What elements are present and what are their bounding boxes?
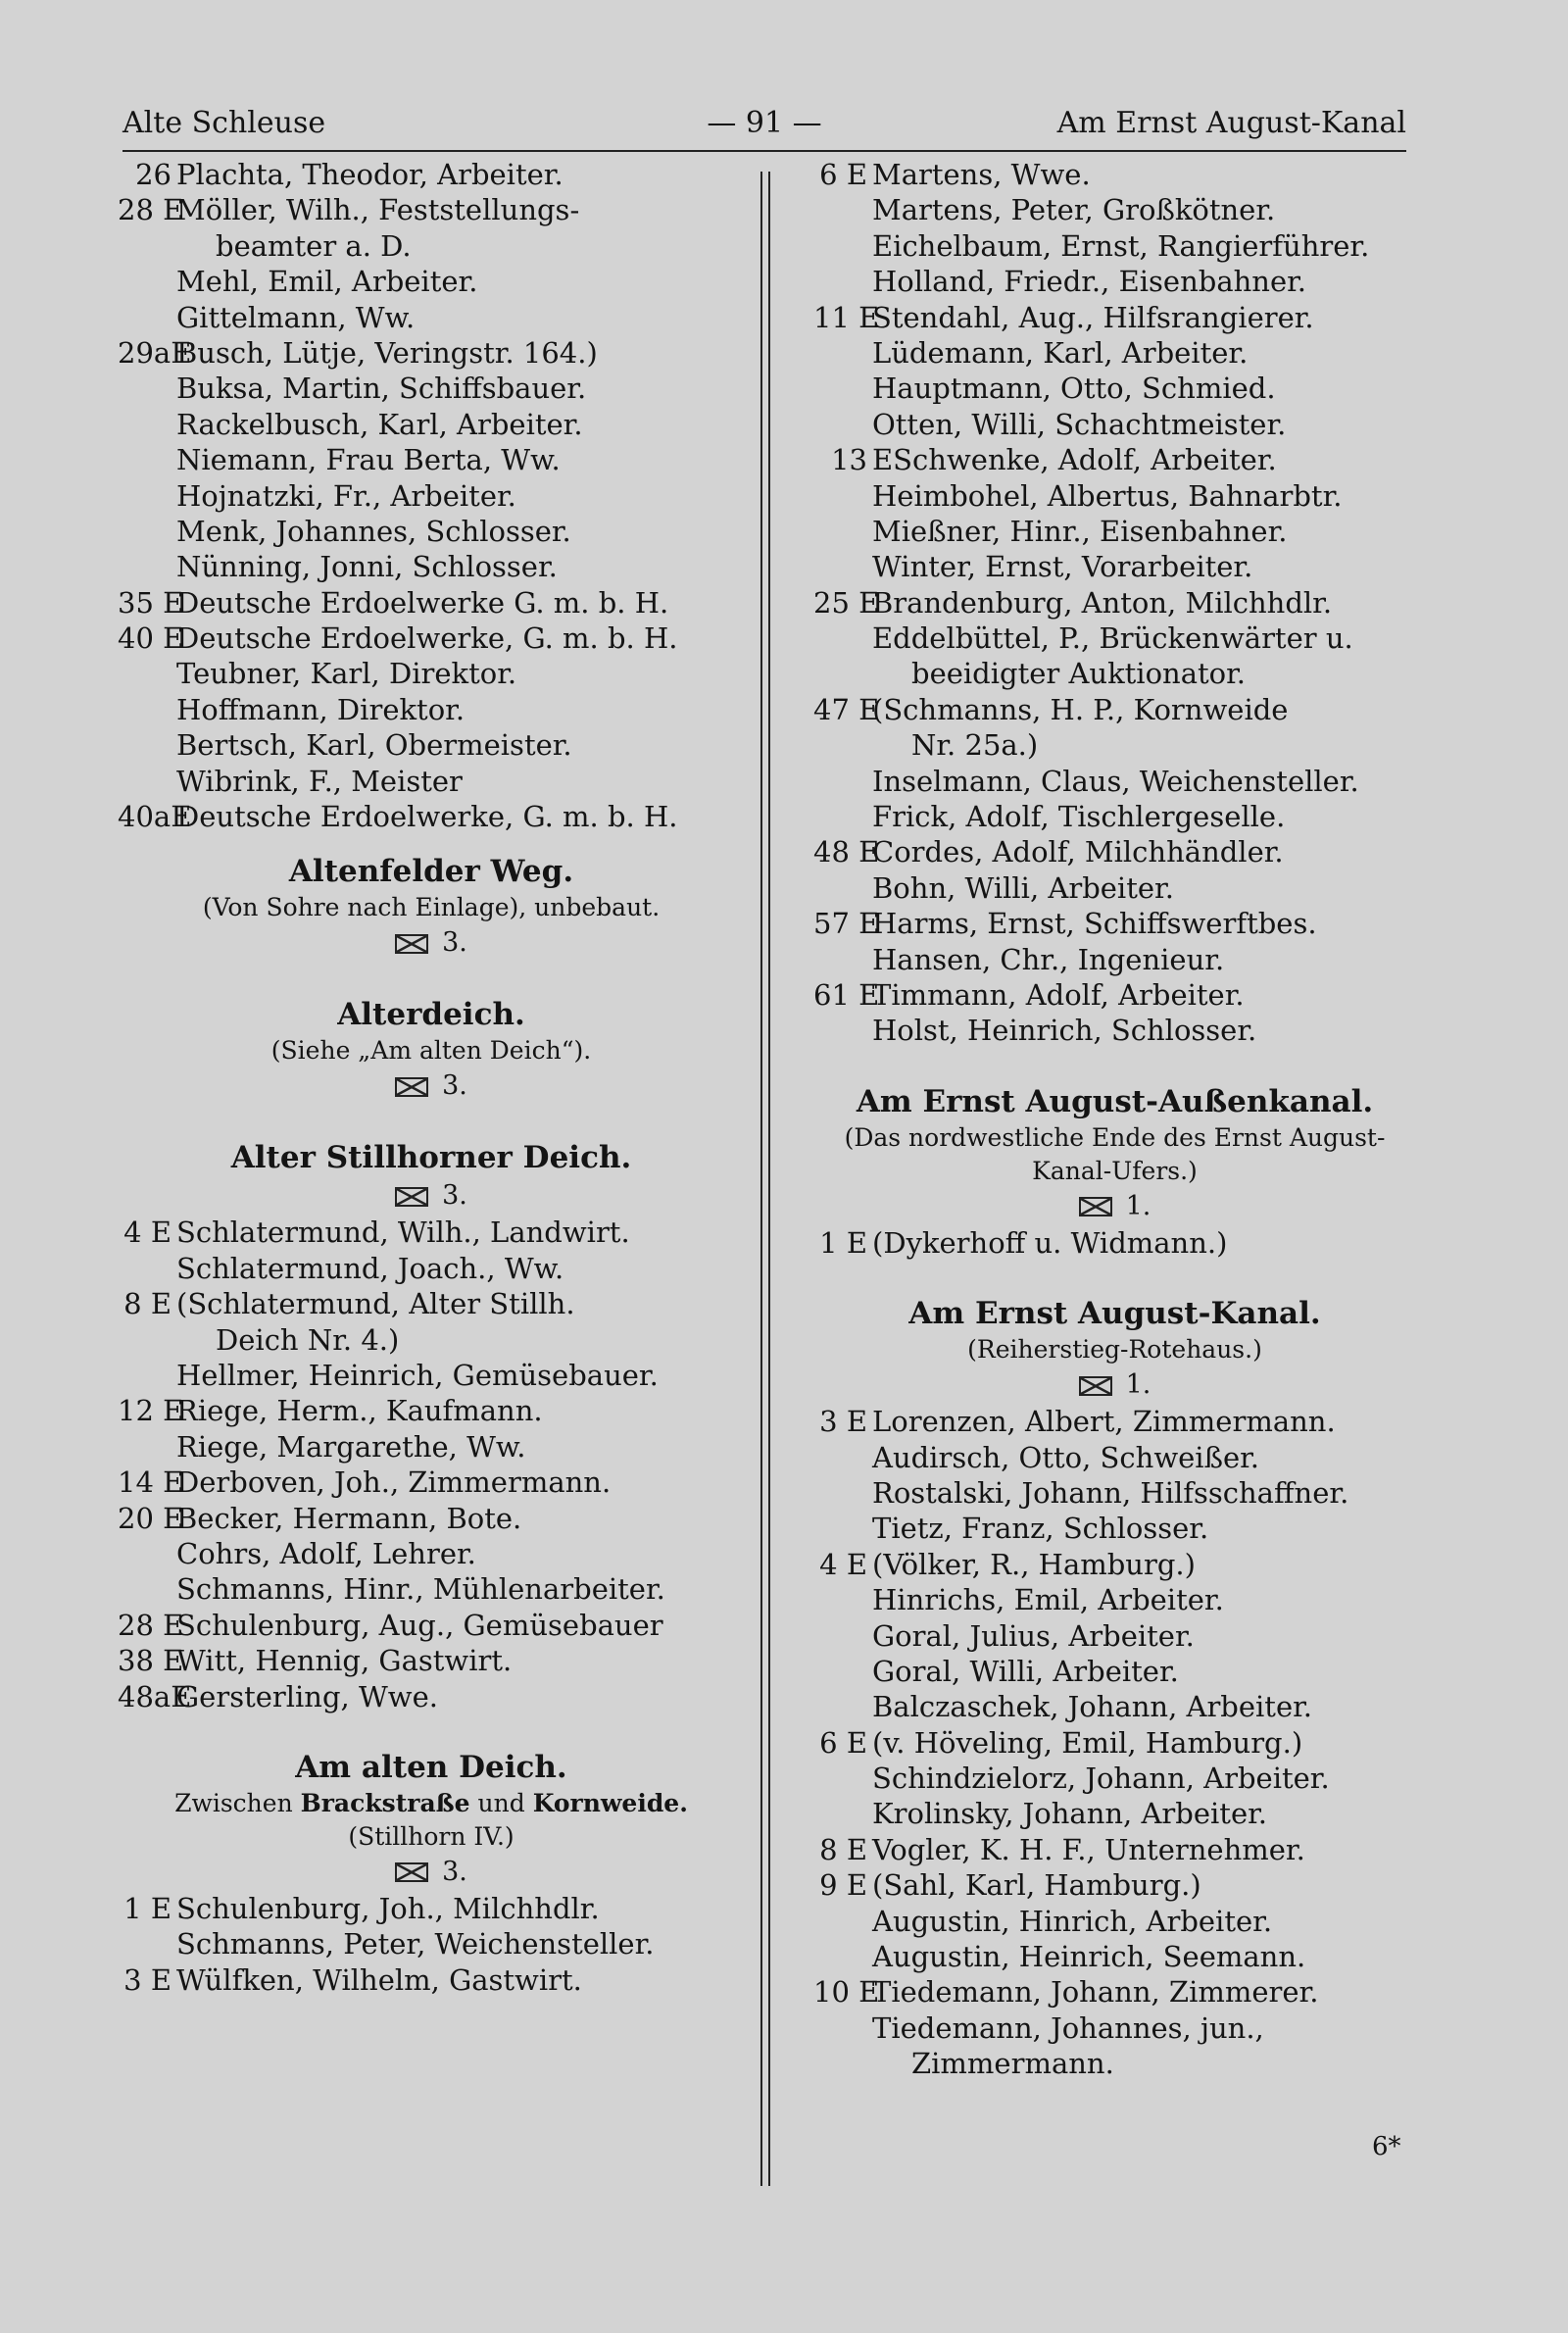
postal-district bbox=[813, 1188, 1416, 1225]
directory-entry bbox=[813, 228, 1416, 264]
entry-text: Hinrichs, Emil, Arbeiter. bbox=[872, 1583, 1224, 1617]
directory-entry bbox=[813, 1904, 1416, 1939]
postal-district-number: 3. bbox=[442, 927, 467, 959]
section-subtitle-2: (Stillhorn IV.) bbox=[348, 1821, 514, 1851]
directory-entry bbox=[813, 620, 1416, 656]
directory-entry bbox=[118, 1464, 745, 1500]
entry-text: Hellmer, Heinrich, Gemüsebauer. bbox=[176, 1358, 659, 1392]
directory-entry bbox=[813, 1939, 1416, 1974]
postal-district bbox=[118, 1177, 745, 1215]
house-number: 11 E bbox=[813, 300, 880, 334]
entry-text: Balczaschek, Johann, Arbeiter. bbox=[872, 1690, 1313, 1724]
postal-district-number: 3. bbox=[442, 1070, 467, 1102]
directory-entry bbox=[813, 1582, 1416, 1617]
entry-text: Riege, Margarethe, Ww. bbox=[176, 1429, 526, 1464]
directory-entry bbox=[813, 1867, 1416, 1903]
entry-text: Deutsche Erdoelwerke, G. m. b. H. bbox=[176, 621, 678, 656]
subtitle-mid: und bbox=[477, 1788, 525, 1817]
directory-entry bbox=[813, 157, 1416, 192]
directory-entry bbox=[813, 2010, 1416, 2046]
entry-text: Holst, Heinrich, Schlosser. bbox=[872, 1014, 1257, 1048]
section-subtitle bbox=[118, 1787, 745, 1820]
entry-text: Hoffmann, Direktor. bbox=[176, 692, 466, 726]
directory-entry bbox=[813, 834, 1416, 869]
directory-entry bbox=[118, 1251, 745, 1286]
directory-entry bbox=[118, 656, 745, 691]
directory-entry bbox=[813, 1618, 1416, 1654]
entry-text: Martens, Wwe. bbox=[872, 158, 1091, 191]
section-subtitle: (Siehe „Am alten Deich“). bbox=[270, 1036, 592, 1066]
directory-entry bbox=[118, 335, 745, 371]
directory-entry bbox=[813, 1225, 1416, 1261]
house-number: 35 E bbox=[118, 585, 184, 620]
entry-text: beamter a. D. bbox=[216, 228, 412, 263]
envelope-icon bbox=[1079, 1376, 1112, 1396]
house-number: 1 E bbox=[123, 1891, 172, 1925]
directory-entry bbox=[118, 1501, 745, 1536]
entry-text: Krolinsky, Johann, Arbeiter. bbox=[872, 1797, 1267, 1831]
directory-entry bbox=[813, 1761, 1416, 1796]
section-title: Am Ernst August-Kanal. bbox=[908, 1296, 1321, 1332]
house-number: 8 E bbox=[819, 1832, 867, 1866]
directory-entry bbox=[813, 514, 1416, 549]
entry-text: Riege, Herm., Kaufmann. bbox=[176, 1394, 543, 1428]
directory-entry bbox=[813, 1440, 1416, 1475]
entry-text: Rackelbusch, Karl, Arbeiter. bbox=[176, 407, 583, 441]
entry-text: Cohrs, Adolf, Lehrer. bbox=[176, 1536, 476, 1570]
entry-text: Wibrink, F., Meister bbox=[176, 764, 463, 798]
directory-entry bbox=[813, 1547, 1416, 1582]
house-number: 12 E bbox=[118, 1394, 184, 1428]
directory-entry bbox=[813, 906, 1416, 941]
entry-text: Hojnatzki, Fr., Arbeiter. bbox=[176, 478, 516, 513]
directory-entry bbox=[118, 514, 745, 549]
directory-entry bbox=[118, 1215, 745, 1250]
entry-text: Brandenburg, Anton, Milchhdlr. bbox=[872, 585, 1333, 620]
entry-list bbox=[118, 1215, 745, 1713]
house-number: 26 bbox=[135, 158, 172, 191]
house-number: 10 E bbox=[813, 1975, 880, 2010]
header-left: Alte Schleuse bbox=[122, 106, 326, 140]
directory-entry bbox=[813, 1832, 1416, 1867]
directory-entry bbox=[118, 1358, 745, 1393]
directory-entry bbox=[118, 1962, 745, 1998]
postal-district bbox=[813, 1366, 1416, 1404]
entry-text: Deutsche Erdoelwerke, G. m. b. H. bbox=[176, 800, 678, 834]
entry-text: Teubner, Karl, Direktor. bbox=[176, 657, 517, 691]
directory-entry bbox=[118, 442, 745, 477]
entry-text: Schlatermund, Wilh., Landwirt. bbox=[176, 1216, 630, 1250]
entry-text: (v. Höveling, Emil, Hamburg.) bbox=[872, 1725, 1303, 1760]
section-title: Alterdeich. bbox=[337, 997, 525, 1033]
directory-entry bbox=[813, 1013, 1416, 1048]
directory-entry bbox=[813, 264, 1416, 299]
entry-text: Mehl, Emil, Arbeiter. bbox=[176, 265, 478, 299]
entry-text: Mießner, Hinr., Eisenbahner. bbox=[872, 514, 1288, 548]
entry-text: Eichelbaum, Ernst, Rangierführer. bbox=[872, 228, 1370, 263]
directory-entry bbox=[118, 799, 745, 834]
house-number: 9 E bbox=[819, 1868, 867, 1903]
directory-entry bbox=[118, 1536, 745, 1571]
postal-district-number: 1. bbox=[1125, 1369, 1152, 1401]
entry-text: Schmanns, Peter, Weichensteller. bbox=[176, 1927, 655, 1961]
entry-text: (Schmanns, H. P., Kornweide bbox=[872, 692, 1289, 726]
entry-text: (Dykerhoff u. Widmann.) bbox=[872, 1225, 1228, 1260]
directory-entry bbox=[813, 585, 1416, 620]
directory-entry bbox=[118, 1571, 745, 1607]
directory-entry bbox=[813, 1654, 1416, 1689]
subtitle-prefix: Zwischen bbox=[174, 1788, 293, 1817]
entry-text: Harms, Ernst, Schiffswerftbes. bbox=[872, 907, 1317, 941]
entry-text: (Schlatermund, Alter Stillh. bbox=[176, 1287, 575, 1321]
section-subtitle: (Reiherstieg-Rotehaus.) bbox=[967, 1335, 1262, 1365]
entry-text: Goral, Julius, Arbeiter. bbox=[872, 1618, 1195, 1653]
entry-text: Tiedemann, Johannes, jun., bbox=[872, 2010, 1264, 2045]
entry-text: Gittelmann, Ww. bbox=[176, 300, 416, 334]
entry-list bbox=[813, 157, 1416, 1049]
column-divider bbox=[760, 172, 770, 2186]
entry-text: Frick, Adolf, Tischlergeselle. bbox=[872, 800, 1286, 834]
directory-entry bbox=[118, 300, 745, 335]
subtitle-street-2: Kornweide. bbox=[532, 1788, 688, 1817]
directory-entry bbox=[118, 1891, 745, 1926]
directory-entry bbox=[118, 692, 745, 727]
entry-text: Eddelbüttel, P., Brückenwärter u. bbox=[872, 621, 1353, 656]
directory-entry bbox=[118, 1429, 745, 1464]
directory-entry bbox=[813, 192, 1416, 227]
directory-entry bbox=[118, 1643, 745, 1678]
house-number: 6 E bbox=[819, 158, 867, 191]
entry-text: Heimbohel, Albertus, Bahnarbtr. bbox=[872, 478, 1343, 513]
directory-entry bbox=[118, 1679, 745, 1714]
directory-entry bbox=[118, 407, 745, 442]
entry-text: Inselmann, Claus, Weichensteller. bbox=[872, 764, 1359, 798]
entry-text: Niemann, Frau Berta, Ww. bbox=[176, 443, 561, 477]
right-column bbox=[813, 157, 1416, 2082]
directory-entry bbox=[118, 1322, 745, 1358]
directory-entry bbox=[813, 1725, 1416, 1761]
directory-entry bbox=[813, 1404, 1416, 1439]
page-number: — 91 — bbox=[707, 106, 822, 140]
entry-text: Stendahl, Aug., Hilfsrangierer. bbox=[872, 300, 1314, 334]
entry-text: Vogler, K. H. F., Unternehmer. bbox=[872, 1832, 1305, 1866]
signature-mark: 6* bbox=[1372, 2132, 1401, 2161]
entry-text: Otten, Willi, Schachtmeister. bbox=[872, 407, 1287, 441]
directory-entry bbox=[813, 764, 1416, 799]
entry-text: Lorenzen, Albert, Zimmermann. bbox=[872, 1405, 1336, 1439]
directory-entry bbox=[118, 478, 745, 514]
entry-text: Schlatermund, Joach., Ww. bbox=[176, 1251, 564, 1285]
directory-entry bbox=[813, 442, 1416, 477]
directory-entry bbox=[118, 1608, 745, 1643]
left-column bbox=[118, 157, 745, 1998]
directory-entry bbox=[118, 157, 745, 192]
directory-entry bbox=[813, 549, 1416, 584]
entry-text: Nünning, Jonni, Schlosser. bbox=[176, 550, 558, 584]
entry-list bbox=[813, 1225, 1416, 1261]
entry-text: Martens, Peter, Großkötner. bbox=[872, 193, 1276, 227]
entry-text: Nr. 25a.) bbox=[911, 728, 1039, 763]
directory-entry bbox=[813, 1974, 1416, 2010]
postal-district-number: 3. bbox=[442, 1856, 467, 1887]
directory-entry bbox=[813, 727, 1416, 763]
postal-district-number: 3. bbox=[442, 1180, 467, 1212]
postal-district bbox=[118, 1854, 745, 1891]
entry-text: Tietz, Franz, Schlosser. bbox=[872, 1512, 1209, 1546]
directory-entry bbox=[118, 549, 745, 584]
directory-entry bbox=[118, 264, 745, 299]
house-number: 1 E bbox=[819, 1225, 867, 1260]
entry-text: Augustin, Heinrich, Seemann. bbox=[872, 1940, 1306, 1974]
directory-entry bbox=[813, 1689, 1416, 1724]
entry-text: Bohn, Willi, Arbeiter. bbox=[872, 870, 1174, 905]
section-subtitle: (Von Sohre nach Einlage), unbebaut. bbox=[202, 893, 661, 922]
directory-entry bbox=[118, 1926, 745, 1961]
directory-entry bbox=[813, 300, 1416, 335]
envelope-icon bbox=[395, 1077, 428, 1097]
entry-text: Deich Nr. 4.) bbox=[216, 1322, 400, 1357]
entry-text: Goral, Willi, Arbeiter. bbox=[872, 1654, 1179, 1688]
section-title: Altenfelder Weg. bbox=[288, 854, 574, 890]
house-number: 4 E bbox=[123, 1216, 172, 1250]
house-number: 48aE bbox=[118, 1679, 192, 1713]
entry-text: Gersterling, Wwe. bbox=[176, 1679, 438, 1713]
entry-text: Derboven, Joh., Zimmermann. bbox=[176, 1465, 612, 1500]
section-title: Alter Stillhorner Deich. bbox=[230, 1140, 632, 1176]
directory-entry bbox=[118, 371, 745, 406]
directory-entry bbox=[813, 407, 1416, 442]
house-number: 3 E bbox=[819, 1405, 867, 1439]
entry-text: Buksa, Martin, Schiffsbauer. bbox=[176, 372, 587, 406]
directory-entry bbox=[813, 335, 1416, 371]
header-right: Am Ernst August-Kanal bbox=[1056, 106, 1406, 140]
entry-text: (Völker, R., Hamburg.) bbox=[872, 1547, 1196, 1581]
directory-entry bbox=[813, 942, 1416, 977]
directory-entry bbox=[813, 1796, 1416, 1831]
house-number: 4 E bbox=[819, 1547, 867, 1581]
page-header bbox=[122, 102, 1406, 145]
entry-text: Wülfken, Wilhelm, Gastwirt. bbox=[176, 1962, 582, 1997]
directory-entry bbox=[813, 799, 1416, 834]
section-subtitle: (Das nordwestliche Ende des Ernst August- bbox=[844, 1122, 1386, 1152]
house-number: 28 E bbox=[118, 1608, 184, 1642]
entry-text: Schmanns, Hinr., Mühlenarbeiter. bbox=[176, 1572, 665, 1607]
postal-district bbox=[118, 924, 745, 962]
section-title: Am alten Deich. bbox=[295, 1749, 567, 1785]
entry-text: Bertsch, Karl, Obermeister. bbox=[176, 728, 572, 763]
house-number: 8 E bbox=[123, 1287, 172, 1321]
directory-entry bbox=[118, 764, 745, 799]
directory-entry bbox=[813, 870, 1416, 906]
entry-text: Timmann, Adolf, Arbeiter. bbox=[872, 977, 1245, 1012]
entry-text: ESchwenke, Adolf, Arbeiter. bbox=[872, 443, 1277, 477]
house-number: 20 E bbox=[118, 1501, 184, 1535]
entry-text: Deutsche Erdoelwerke G. m. b. H. bbox=[176, 585, 669, 620]
house-number: 57 E bbox=[813, 907, 880, 941]
directory-entry bbox=[118, 620, 745, 656]
entry-text: Busch, Lütje, Veringstr. 164.) bbox=[176, 335, 598, 370]
house-number: 61 E bbox=[813, 977, 880, 1012]
envelope-icon bbox=[395, 934, 428, 954]
directory-entry bbox=[118, 727, 745, 763]
postal-district-number: 1. bbox=[1125, 1190, 1152, 1221]
house-number: 25 E bbox=[813, 585, 880, 620]
house-number: 47 E bbox=[813, 692, 880, 726]
directory-entry bbox=[118, 228, 745, 264]
entry-text: Augustin, Hinrich, Arbeiter. bbox=[872, 1904, 1273, 1938]
entry-text: Schulenburg, Aug., Gemüsebauer bbox=[176, 1608, 663, 1642]
entry-text: Hansen, Chr., Ingenieur. bbox=[872, 942, 1225, 976]
directory-entry bbox=[118, 1393, 745, 1428]
house-number: 6 E bbox=[819, 1725, 867, 1760]
directory-entry bbox=[118, 585, 745, 620]
section-subtitle-2: Kanal-Ufers.) bbox=[1032, 1156, 1198, 1185]
house-number: 29aE bbox=[118, 335, 192, 370]
entry-text: Hauptmann, Otto, Schmied. bbox=[872, 372, 1276, 406]
house-number: 13 bbox=[831, 443, 867, 477]
house-number: 48 E bbox=[813, 835, 880, 869]
entry-text: Schulenburg, Joh., Milchhdlr. bbox=[176, 1891, 600, 1925]
section-title: Am Ernst August-Außenkanal. bbox=[856, 1083, 1374, 1119]
entry-text: Plachta, Theodor, Arbeiter. bbox=[176, 158, 564, 191]
envelope-icon bbox=[1079, 1197, 1112, 1216]
entry-list bbox=[118, 1891, 745, 1998]
entry-text: (Sahl, Karl, Hamburg.) bbox=[872, 1868, 1201, 1903]
envelope-icon bbox=[395, 1862, 428, 1882]
directory-entry bbox=[813, 371, 1416, 406]
house-number: 40aE bbox=[118, 800, 192, 834]
entry-text: Zimmermann. bbox=[911, 2047, 1114, 2081]
house-number: 3 E bbox=[123, 1962, 172, 1997]
entry-text: Rostalski, Johann, Hilfsschaffner. bbox=[872, 1475, 1349, 1510]
house-number: 28 E bbox=[118, 193, 184, 227]
entry-text: Cordes, Adolf, Milchhändler. bbox=[872, 835, 1284, 869]
entry-text: Menk, Johannes, Schlosser. bbox=[176, 514, 571, 548]
entry-text: Witt, Hennig, Gastwirt. bbox=[176, 1644, 513, 1678]
entry-text: Audirsch, Otto, Schweißer. bbox=[872, 1440, 1260, 1474]
entry-text: Winter, Ernst, Vorarbeiter. bbox=[872, 550, 1253, 584]
directory-entry bbox=[813, 1511, 1416, 1546]
envelope-icon bbox=[395, 1187, 428, 1207]
entry-text: Holland, Friedr., Eisenbahner. bbox=[872, 265, 1307, 299]
directory-entry bbox=[813, 977, 1416, 1013]
entry-text: Schindzielorz, Johann, Arbeiter. bbox=[872, 1762, 1330, 1796]
directory-entry bbox=[118, 192, 745, 227]
house-number: 40 E bbox=[118, 621, 184, 656]
house-number: 14 E bbox=[118, 1465, 184, 1500]
entry-text: beeidigter Auktionator. bbox=[911, 657, 1247, 691]
entry-text: Tiedemann, Johann, Zimmerer. bbox=[872, 1975, 1319, 2010]
directory-entry bbox=[813, 478, 1416, 514]
entry-list bbox=[118, 157, 745, 834]
entry-text: Möller, Wilh., Feststellungs- bbox=[176, 193, 580, 227]
entry-list bbox=[813, 1404, 1416, 2081]
directory-entry bbox=[813, 1475, 1416, 1511]
entry-text: Lüdemann, Karl, Arbeiter. bbox=[872, 335, 1249, 370]
header-rule bbox=[122, 150, 1406, 152]
entry-text: Becker, Hermann, Bote. bbox=[176, 1501, 522, 1535]
directory-entry bbox=[813, 656, 1416, 691]
directory-entry bbox=[813, 692, 1416, 727]
directory-entry bbox=[118, 1286, 745, 1321]
house-number: 38 E bbox=[118, 1644, 184, 1678]
postal-district bbox=[118, 1067, 745, 1105]
directory-entry bbox=[813, 2046, 1416, 2081]
subtitle-street-1: Brackstraße bbox=[300, 1788, 470, 1817]
